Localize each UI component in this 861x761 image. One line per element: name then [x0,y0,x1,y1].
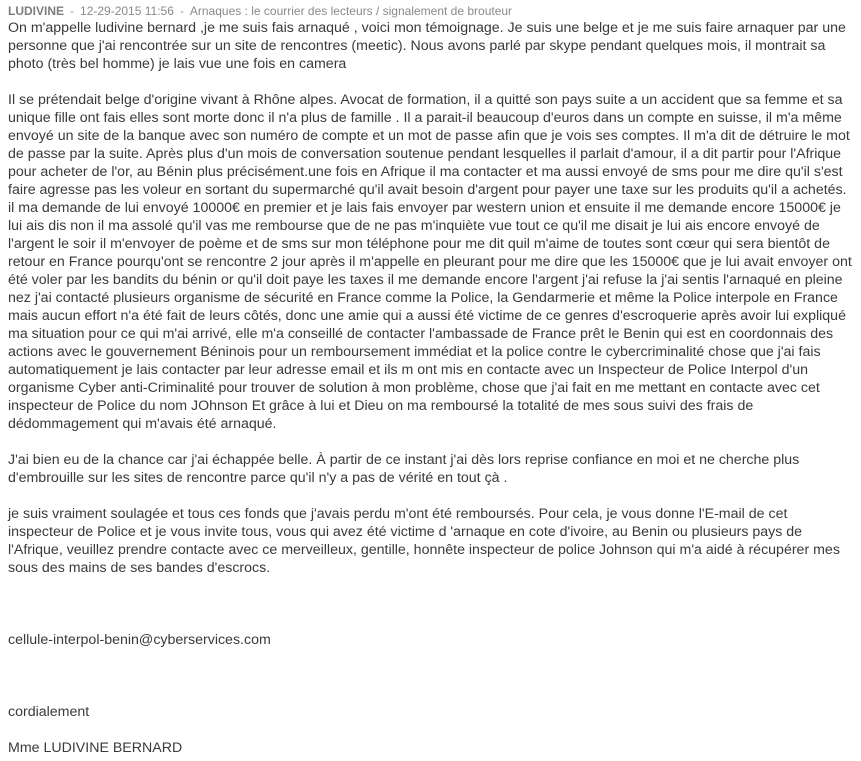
author-name[interactable]: LUDIVINE [8,4,65,18]
post-paragraph: On m'appelle ludivine bernard ,je me suis fais arnaqué , voici mon témoignage. Je suis une belge et je me suis faire arnaquer par une personne que j'ai rencontrée sur un site de rencontres (meetic). Nous avons parlé par skype pendant quelques mois, il montrait sa photo (très bel homme) je lais vue une fois en camera [8,20,846,72]
email-address [8,631,855,649]
post-meta [8,3,855,19]
post-paragraph: je suis vraiment soulagée et tous ces fonds que j'avais perdu m'ont été remboursés. Pour cela, je vous donne l'E-mail de cet inspecteur de Police et je vous invite tous, vous qui avez été victime d 'arnaque en cote d'ivoire, au Benin ou plusieurs pays de l'Afrique, veuillez prendre contacte avec ce merveilleux, gentille, honnête inspecteur de police Johnson qui m'a aidé à récupérer mes sous des mains de ses bandes d'escrocs. [8,506,840,576]
meta-separator: - [179,4,184,18]
post-body [8,19,855,757]
post-paragraph: Il se prétendait belge d'origine vivant à Rhône alpes. Avocat de formation, il a quitté son pays suite a un accident que sa femme et sa unique fille ont fais elles sont morte donc il n'a plus de famille . Il a parait-il beaucoup d'euros dans un compte en suisse, il m'a même envoyé un site de la banque avec son numéro de compte et un mot de passe afin que je vois ses comptes. Il m'a dit de détruire le mot de passe par la suite. Après plus d'un mois de conversation soutenue pendant lesquelles il parlait d'amour, il a dit partir pour l'Afrique pour acheter de l'or, au Bénin plus précisément.une fois en Afrique il ma contacter et ma aussi envoyé de sms pour me dire qu'il s'est faire agresse pas les voleur en sortant du supermarché qu'il avait besoin d'argent pour payer une taxe sur les produits qu'il a achetés. il ma demande de lui envoyé 10000€ en premier et je lais fais envoyer par western union et ensuite il me demande encore 15000€ je lui ais dis non il ma assolé qu'il vas me rembourse que de ne pas m'inquiète vue tout ce qu'il me disait je lui ais encore envoyé de l'argent le soir il m'envoyer de poème et de sms sur mon téléphone pour me dit quil m'aime de toutes sont cœur qui sera bientôt de retour en France pourqu'ont se rencontre 2 jour après il m'appelle en pleurant pour me dire que les 15000€ que je lui avait envoyer ont été voler par les bandits du bénin or qu'il doit paye les taxes il me demande encore l'argent j'ai refuse la j'ai sentis l'arnaqué en pleine nez j'ai contacté plusieurs organisme de sécurité en France comme la Police, la Gendarmerie et même la Police interpole en France mais aucun effort n'a été fait de leurs côtés, donc une amie qui a aussi été victime de ce genres d'escroquerie après avoir lui expliqué ma situation pour ce qui m'ai arrivé, elle m'a conseillé de contacter l'ambassade de France prêt le Benin qui est en coordonnais des actions avec le gouvernement Béninois pour un remboursement immédiat et la police contre le cybercriminalité chose que j'ai fais automatiquement je lais contacter par leur adresse email et ils m ont mis en contacte avec un Inspecteur de Police Interpol d'un organisme Cyber anti-Criminalité pour trouver de solution à mon problème, chose que j'ai fait en me mettant en contacte avec cet inspecteur de Police du nom JOhnson Et grâce à lui et Dieu on ma remboursé la totalité de mes sous suivi des frais de dédommagement qui m'avais été arnaqué. [8,92,852,432]
forum-category-link[interactable]: Arnaques : le courrier des lecteurs / signalement de brouteur [189,4,513,18]
meta-separator: - [70,4,75,18]
post-date: 12-29-2015 11:56 [80,4,174,18]
email-text: cellule-interpol-benin@cyberservices.com [8,632,271,648]
closing-text: cordialement [8,704,90,720]
signature-text: Mme LUDIVINE BERNARD [8,740,183,756]
post-paragraph: J'ai bien eu de la chance car j'ai échappée belle. À partir de ce instant j'ai dès lors reprise confiance en moi et ne cherche plus d'embrouille sur les sites de rencontre parce qu'il n'y a pas de vérité en tout çà . [8,452,800,486]
